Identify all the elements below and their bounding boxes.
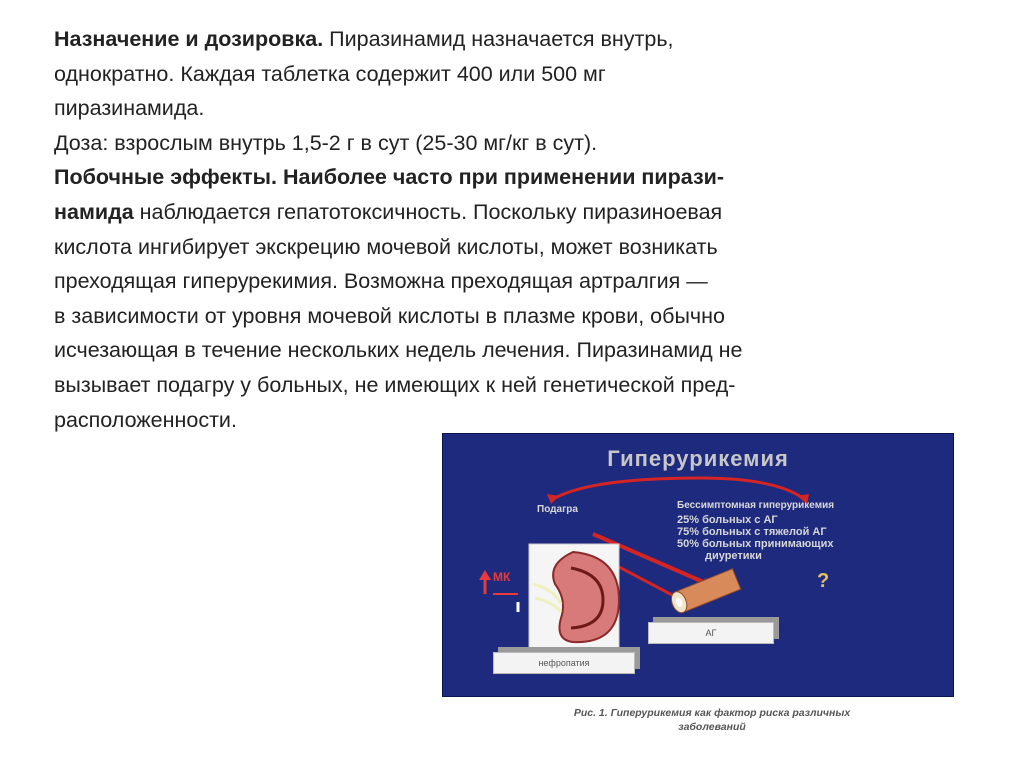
asymptomatic-label: Бессимптомная гиперурикемия — [677, 500, 835, 511]
text-span: Пиразинамид назначается внутрь, — [323, 27, 674, 51]
text-line-11: вызывает подагру у больных, не имеющих к ней генетической пред- — [54, 372, 736, 397]
text-line-6 — [54, 195, 934, 230]
vessel-icon — [669, 569, 741, 615]
text-line-3: пиразинамида. — [54, 96, 205, 121]
text-line-5 — [54, 160, 934, 195]
mk-up-head — [479, 570, 491, 580]
text-line-10: исчезающая в течение нескольких недель лечения. Пиразинамид не — [54, 338, 743, 363]
text-line-8: преходящая гиперурекимия. Возможна преходящая артралгия — — [54, 269, 708, 294]
heading-dosage: Назначение и дозировка. — [54, 27, 324, 51]
figure-caption — [482, 706, 942, 734]
text-line-12: расположенности. — [54, 407, 237, 432]
gout-label: Подагра — [537, 504, 578, 515]
text-line-7: кислота ингибирует экскрецию мочевой кислоты, может возникать — [54, 234, 718, 259]
figure-title: Гиперурикемия — [607, 446, 789, 471]
stat-item-1: 25% больных с АГ — [677, 514, 778, 526]
main-text — [54, 22, 934, 437]
question-mark: ? — [817, 570, 830, 592]
hyperuricemia-figure — [442, 433, 954, 697]
caption-line-2: заболеваний — [678, 721, 746, 733]
stat-item-3: 50% больных принимающих — [677, 538, 834, 550]
text-line-4: Доза: взрослым внутрь 1,5-2 г в сут (25-30 мг/кг в сут). — [54, 130, 598, 155]
caption-line-1: Рис. 1. Гиперурикемия как фактор риска различных — [573, 707, 851, 719]
text-span: наблюдается гепатотоксичность. Поскольку пиразиноевая — [133, 199, 723, 224]
ag-box: АГ — [648, 622, 774, 644]
mk-label: МК — [493, 570, 511, 584]
heading-side-effects: Побочные эффекты. Наиболее часто при применении пирази- — [54, 165, 725, 190]
text-line-9: в зависимости от уровня мочевой кислоты в плазме крови, обычно — [54, 303, 725, 328]
text-line-2: однократно. Каждая таблетка содержит 400 или 500 мг — [54, 61, 606, 86]
arrow-to-asymptomatic — [701, 478, 803, 498]
stat-item-4: диуретики — [705, 550, 762, 562]
arrow-to-gout — [555, 478, 701, 498]
stats-list — [677, 514, 833, 562]
stat-item-2: 75% больных с тяжелой АГ — [677, 526, 827, 538]
bold-span: намида — [54, 199, 134, 224]
text-line-1 — [54, 22, 934, 57]
nephropathy-box: нефропатия — [493, 652, 635, 674]
